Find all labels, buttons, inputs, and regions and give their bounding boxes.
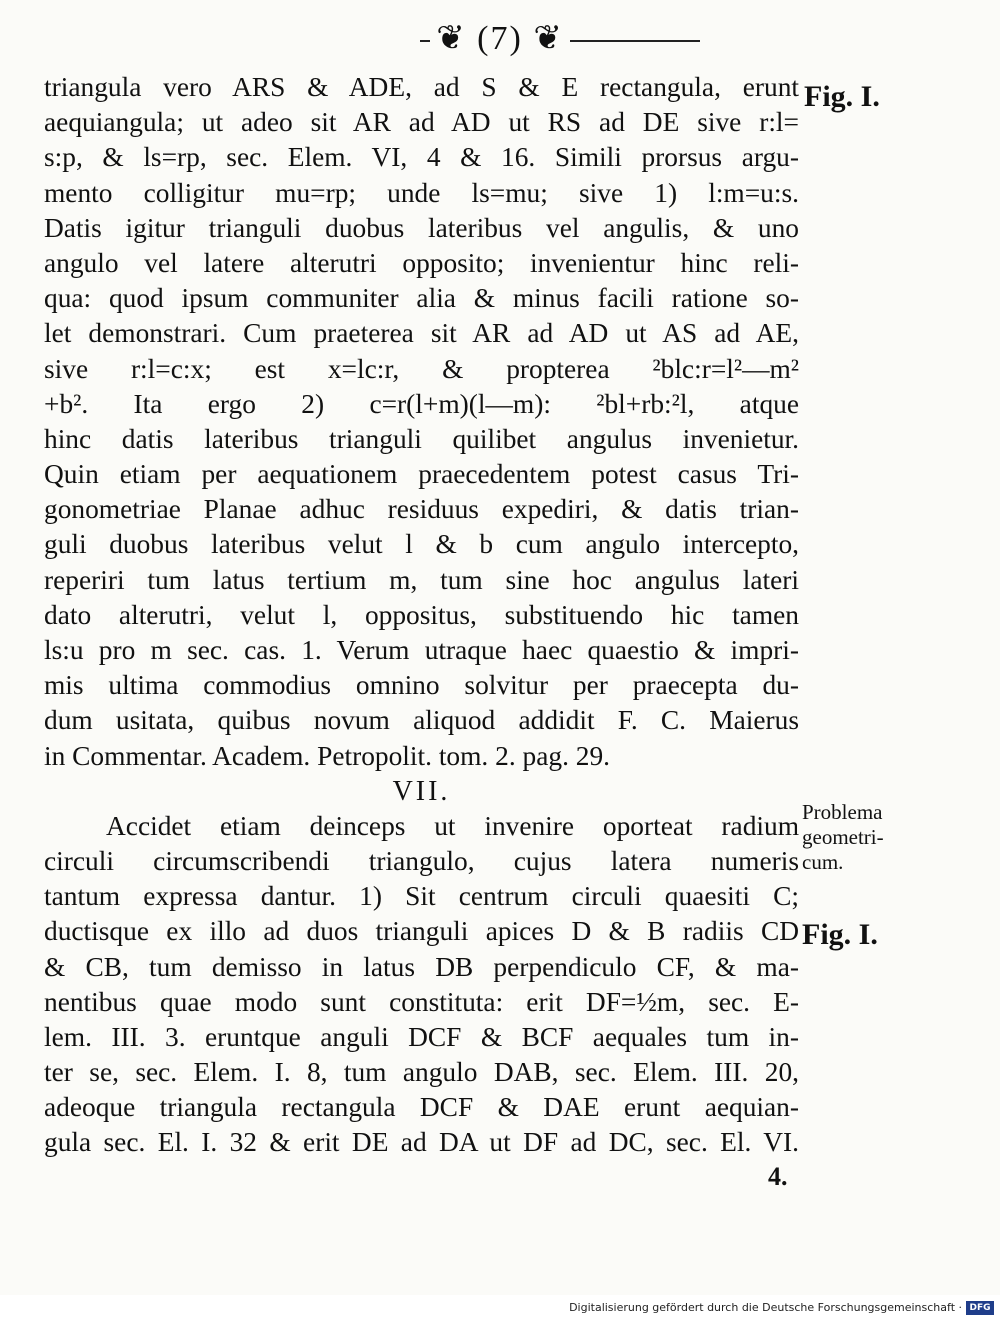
margin-note-problema [802, 800, 884, 875]
margin-note-line: geometri- [802, 825, 884, 849]
text-line: let demonstrari. Cum praeterea sit AR ad AD ut AS ad AE, [44, 318, 799, 349]
text-line: dum usitata, quibus novum aliquod addidit F. C. Maierus [44, 705, 799, 736]
text-line: ter se, sec. Elem. I. 8, tum angulo DAB, sec. Elem. III. 20, [44, 1057, 799, 1088]
text-line: tantum expressa dantur. 1) Sit centrum circuli quaesiti C; [44, 881, 799, 912]
margin-note-fig: Fig. I. [804, 80, 880, 113]
text-line: in Commentar. Academ. Petropolit. tom. 2. pag. 29. [44, 740, 611, 771]
text-line: circuli circumscribendi triangulo, cujus latera numeris [44, 845, 799, 876]
text-line: triangula vero ARS & ADE, ad S & E rectangula, erunt [44, 72, 799, 102]
page-number: ❦ (7) ❦ [430, 20, 570, 57]
section-heading: VII. [392, 775, 451, 807]
text-line: hinc datis lateribus trianguli quilibet angulus invenietur. [44, 423, 799, 454]
text-line: qua: quod ipsum communiter alia & minus facili ratione so- [44, 283, 799, 314]
text-line: gula sec. El. I. 32 & erit DE ad DA ut DF ad DC, sec. El. VI. [44, 1127, 799, 1158]
text-line: ls:u pro m sec. cas. 1. Verum utraque haec quaestio & impri- [44, 635, 799, 665]
text-line: lem. III. 3. eruntque anguli DCF & BCF aequales tum in- [44, 1021, 799, 1052]
margin-note-line: Problema [802, 800, 883, 824]
footer-credit: Digitalisierung gefördert durch die Deutsche Forschungsgemeinschaft · [569, 1301, 962, 1314]
text-line: +b². Ita ergo 2) c=r(l+m)(l—m): ²bl+rb:²l, atque [44, 388, 799, 419]
text-line: dato alterutri, velut l, oppositus, substituendo hic tamen [44, 599, 799, 630]
text-line: nentibus quae modo sunt constituta: erit DF=½m, sec. E- [44, 986, 799, 1017]
text-line: Quin etiam per aequationem praecedentem potest casus Tri- [44, 459, 799, 490]
catchword: 4. [768, 1162, 788, 1191]
text-line: Accidet etiam deinceps ut invenire oporteat radium [106, 810, 799, 841]
text-line: s:p, & ls=rp, sec. Elem. VI, 4 & 16. Simili prorsus argu- [44, 142, 799, 173]
text-line: Datis igitur trianguli duobus lateribus vel angulis, & uno [44, 212, 799, 243]
text-line: aequiangula; ut adeo sit AR ad AD ut RS ad DE sive r:l= [44, 107, 799, 138]
footer-bar [0, 1299, 1000, 1320]
margin-note-line: cum. [802, 850, 844, 874]
text-line: sive r:l=c:x; est x=lc:r, & propterea ²blc:r=l²—m² [44, 353, 799, 384]
text-line: mento colligitur mu=rp; unde ls=mu; sive 1) l:m=u:s. [44, 177, 799, 208]
text-line: angulo vel latere alterutri opposito; invenientur hinc reli- [44, 247, 799, 278]
page-header [300, 18, 700, 62]
text-line: & CB, tum demisso in latus DB perpendiculo CF, & ma- [44, 951, 799, 982]
dfg-logo-icon: DFG [966, 1301, 994, 1315]
body-text [44, 70, 799, 1161]
margin-note-fig: Fig. I. [802, 918, 878, 951]
text-line: ductisque ex illo ad duos trianguli apices D & B radiis CD [44, 916, 799, 947]
text-line: gonometriae Planae adhuc residuus expediri, & datis trian- [44, 494, 799, 525]
text-line: reperiri tum latus tertium m, tum sine hoc angulus lateri [44, 564, 799, 595]
text-line: adeoque triangula rectangula DCF & DAE erunt aequian- [44, 1092, 799, 1123]
text-line: mis ultima commodius omnino solvitur per praecepta du- [44, 670, 799, 701]
text-line: guli duobus lateribus velut l & b cum angulo intercepto, [44, 529, 799, 560]
